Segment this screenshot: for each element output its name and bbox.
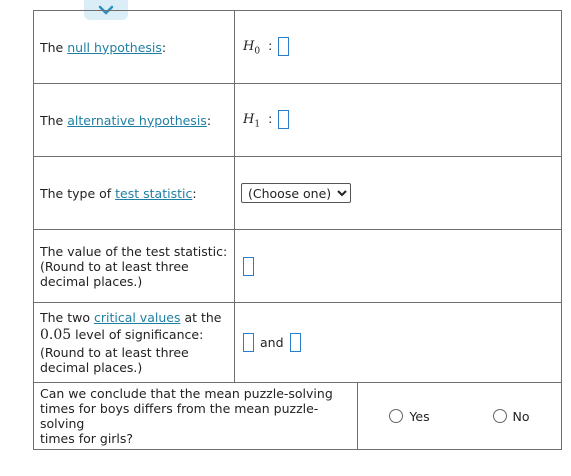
critical-value-1-input[interactable] <box>243 333 254 352</box>
conclusion-cell <box>34 383 562 450</box>
row-test-statistic-value <box>34 230 562 303</box>
test-statistic-value-input[interactable] <box>243 257 254 276</box>
critical-values-cell <box>235 303 562 383</box>
test-statistic-value-label: The value of the test statistic: (Round to at least three decimal places.) <box>34 230 235 303</box>
critical-value-2-input[interactable] <box>290 333 301 352</box>
null-hypothesis-cell: $H_0$ : <box>235 11 562 84</box>
yes-radio[interactable] <box>389 409 403 423</box>
test-statistic-select[interactable] <box>241 183 351 203</box>
test-statistic-value-cell <box>235 230 562 303</box>
null-hypothesis-link[interactable]: null hypothesis <box>67 39 162 55</box>
row-test-statistic-type <box>34 157 562 230</box>
no-option[interactable]: No <box>493 409 530 424</box>
null-hypothesis-label: The null hypothesis: <box>34 11 235 84</box>
row-null-hypothesis <box>34 11 562 84</box>
no-radio[interactable] <box>493 409 507 423</box>
test-statistic-type-label: The type of test statistic: <box>34 157 235 230</box>
alternative-hypothesis-cell: $H_1$ : <box>235 84 562 157</box>
yes-option[interactable]: Yes <box>389 409 429 424</box>
alternative-hypothesis-symbol: $H_1$ <box>243 112 261 130</box>
null-hypothesis-input[interactable] <box>278 37 289 56</box>
test-statistic-type-cell <box>235 157 562 230</box>
critical-values-label: The two critical values at the 0.05 level of significance: (Round to at least three decimal places.) <box>34 303 235 383</box>
test-statistic-link[interactable]: test statistic <box>115 185 193 201</box>
alternative-hypothesis-label: The alternative hypothesis: <box>34 84 235 157</box>
alternative-hypothesis-link[interactable]: alternative hypothesis <box>67 112 207 128</box>
conclusion-question: Can we conclude that the mean puzzle-solving times for boys differs from the mean puzzle-solving times for girls? <box>34 383 358 449</box>
row-conclusion <box>34 383 562 450</box>
row-critical-values <box>34 303 562 383</box>
hypothesis-test-table <box>33 10 562 450</box>
and-text: and <box>259 335 284 350</box>
row-alternative-hypothesis <box>34 84 562 157</box>
alternative-hypothesis-input[interactable] <box>278 110 289 129</box>
critical-values-link[interactable]: critical values <box>93 310 181 325</box>
significance-level-value: 0.05 <box>40 327 72 343</box>
null-hypothesis-symbol: $H_0$ <box>243 39 261 57</box>
